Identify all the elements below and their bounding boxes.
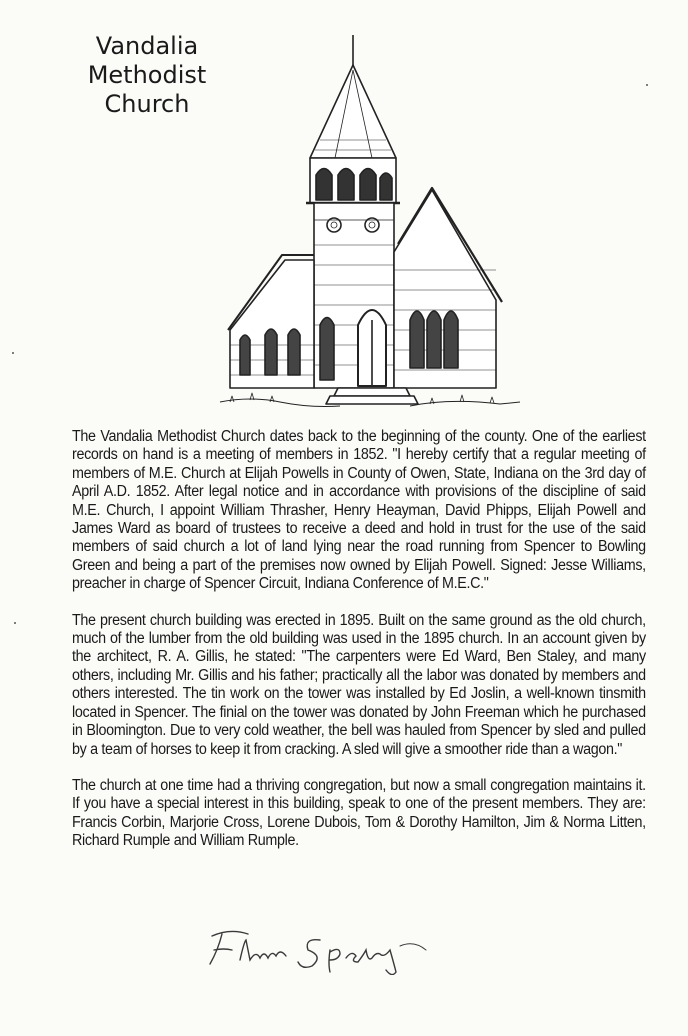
handwritten-signature-icon (200, 920, 440, 975)
paragraph-members: The church at one time had a thriving congregation, but now a small congregation maintains it. If you have a special interest in this building, speak to one of the present members. They are: Francis Corbin, Marjorie Cross, Lorene Dubois, Tom & Dorothy Hamilton, Jim & Norma Litten, Richard Rumple and William Rumple. (72, 776, 646, 850)
page-title (62, 32, 232, 119)
article-body (72, 428, 646, 869)
scan-speck (646, 84, 648, 86)
church-illustration-icon (210, 30, 530, 420)
title-line-2: Methodist (87, 61, 207, 89)
title-line-3: Church (104, 90, 190, 118)
paragraph-history: The Vandalia Methodist Church dates back to the beginning of the county. One of the earliest records on hand is a meeting of members in 1852. "I hereby certify that a regular meeting of members of M.E. Church at Elijah Powells in County of Owen, State, Indiana on the 3rd day of April A.D. 1852. After legal notice and in accordance with provisions of the discipline of said M.E. Church, I appoint William Thrasher, Henry Heayman, David Phipps, Elijah Powell and James Ward as board of trustees to receive a deed and hold in trust for the use of the said members of said church a lot of land lying near the road running from Spencer to Bowling Green and being a part of the premises now owned by Elijah Powell. Signed: Jesse Williams, preacher in charge of Spencer Circuit, Indiana Conference of M.E.C." (72, 428, 646, 593)
title-line-1: Vandalia (95, 32, 199, 60)
scan-speck (12, 352, 14, 354)
paragraph-building: The present church building was erected in 1895. Built on the same ground as the old church, much of the lumber from the old building was used in the 1895 church. In an account given by the architect, R. A. Gillis, he stated: "The carpenters were Ed Ward, Ben Staley, and many others, including Mr. Gillis and his father; practically all the labor was donated by members and others interested. The tin work on the tower was installed by Ed Joslin, a well-known tinsmith located in Spencer. The finial on the tower was donated by John Freeman which he purchased in Bloomington. Due to very cold weather, the bell was hauled from Spencer by sled and pulled by a team of horses to keep it from cracking. A sled will give a smoother ride than a wagon." (72, 611, 646, 758)
scan-speck (14, 622, 16, 624)
